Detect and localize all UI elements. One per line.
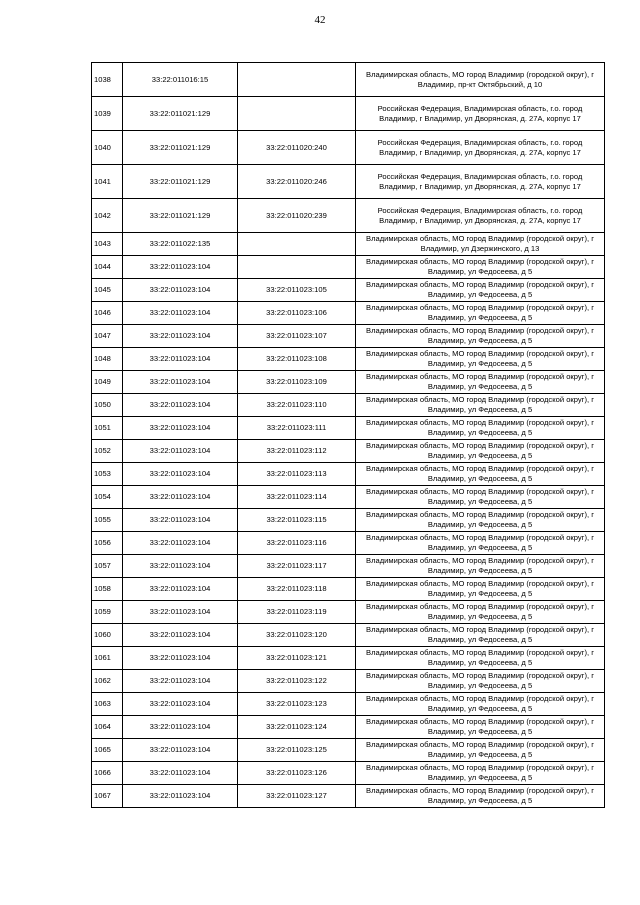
address-cell: Владимирская область, МО город Владимир (городской округ), г Владимир, ул Федосеева, д 5 [356,693,605,716]
object-number-cell: 33:22:011023:120 [238,624,356,647]
parcel-number-cell: 33:22:011022:135 [123,233,238,256]
address-cell: Владимирская область, МО город Владимир (городской округ), г Владимир, ул Федосеева, д 5 [356,486,605,509]
address-cell: Владимирская область, МО город Владимир (городской округ), г Владимир, ул Федосеева, д 5 [356,394,605,417]
parcel-number-cell: 33:22:011023:104 [123,739,238,762]
table-row [92,440,605,463]
row-number-cell: 1039 [92,97,123,131]
table-row [92,97,605,131]
table-row [92,785,605,808]
parcel-number-cell: 33:22:011023:104 [123,417,238,440]
object-number-cell: 33:22:011020:239 [238,199,356,233]
address-cell: Владимирская область, МО город Владимир (городской округ), г Владимир, ул Дзержинского, д 13 [356,233,605,256]
row-number-cell: 1038 [92,63,123,97]
address-cell: Владимирская область, МО город Владимир (городской округ), г Владимир, ул Федосеева, д 5 [356,716,605,739]
register-table [91,62,605,808]
row-number-cell: 1040 [92,131,123,165]
object-number-cell: 33:22:011023:109 [238,371,356,394]
table-row [92,647,605,670]
address-cell: Владимирская область, МО город Владимир (городской округ), г Владимир, ул Федосеева, д 5 [356,417,605,440]
object-number-cell: 33:22:011020:240 [238,131,356,165]
parcel-number-cell: 33:22:011016:15 [123,63,238,97]
row-number-cell: 1053 [92,463,123,486]
parcel-number-cell: 33:22:011021:129 [123,199,238,233]
parcel-number-cell: 33:22:011023:104 [123,716,238,739]
table-row [92,417,605,440]
object-number-cell: 33:22:011023:115 [238,509,356,532]
table-row [92,131,605,165]
row-number-cell: 1051 [92,417,123,440]
object-number-cell: 33:22:011023:107 [238,325,356,348]
row-number-cell: 1043 [92,233,123,256]
row-number-cell: 1059 [92,601,123,624]
table-row [92,601,605,624]
object-number-cell: 33:22:011023:118 [238,578,356,601]
table-row [92,371,605,394]
table-row [92,233,605,256]
row-number-cell: 1063 [92,693,123,716]
parcel-number-cell: 33:22:011023:104 [123,302,238,325]
object-number-cell: 33:22:011023:108 [238,348,356,371]
row-number-cell: 1064 [92,716,123,739]
parcel-number-cell: 33:22:011023:104 [123,256,238,279]
row-number-cell: 1045 [92,279,123,302]
parcel-number-cell: 33:22:011023:104 [123,486,238,509]
table-row [92,348,605,371]
parcel-number-cell: 33:22:011023:104 [123,463,238,486]
address-cell: Владимирская область, МО город Владимир (городской округ), г Владимир, ул Федосеева, д 5 [356,624,605,647]
row-number-cell: 1055 [92,509,123,532]
object-number-cell [238,97,356,131]
parcel-number-cell: 33:22:011021:129 [123,97,238,131]
object-number-cell: 33:22:011023:117 [238,555,356,578]
row-number-cell: 1066 [92,762,123,785]
object-number-cell: 33:22:011020:246 [238,165,356,199]
row-number-cell: 1044 [92,256,123,279]
parcel-number-cell: 33:22:011023:104 [123,440,238,463]
table-row [92,256,605,279]
row-number-cell: 1052 [92,440,123,463]
address-cell: Владимирская область, МО город Владимир (городской округ), г Владимир, ул Федосеева, д 5 [356,739,605,762]
object-number-cell: 33:22:011023:116 [238,532,356,555]
table-row [92,509,605,532]
table-row [92,279,605,302]
parcel-number-cell: 33:22:011023:104 [123,348,238,371]
table-row [92,716,605,739]
object-number-cell: 33:22:011023:105 [238,279,356,302]
parcel-number-cell: 33:22:011023:104 [123,394,238,417]
register-table-body [92,63,605,808]
row-number-cell: 1060 [92,624,123,647]
row-number-cell: 1067 [92,785,123,808]
row-number-cell: 1058 [92,578,123,601]
table-row [92,302,605,325]
address-cell: Владимирская область, МО город Владимир (городской округ), г Владимир, пр-кт Октябрьский, д 10 [356,63,605,97]
address-cell: Владимирская область, МО город Владимир (городской округ), г Владимир, ул Федосеева, д 5 [356,302,605,325]
object-number-cell: 33:22:011023:106 [238,302,356,325]
object-number-cell: 33:22:011023:125 [238,739,356,762]
parcel-number-cell: 33:22:011023:104 [123,670,238,693]
page-number: 42 [314,14,326,26]
row-number-cell: 1061 [92,647,123,670]
row-number-cell: 1047 [92,325,123,348]
address-cell: Владимирская область, МО город Владимир (городской округ), г Владимир, ул Федосеева, д 5 [356,762,605,785]
object-number-cell: 33:22:011023:121 [238,647,356,670]
table-row [92,325,605,348]
table-row [92,532,605,555]
parcel-number-cell: 33:22:011023:104 [123,325,238,348]
table-row [92,199,605,233]
parcel-number-cell: 33:22:011023:104 [123,279,238,302]
row-number-cell: 1049 [92,371,123,394]
row-number-cell: 1065 [92,739,123,762]
row-number-cell: 1050 [92,394,123,417]
address-cell: Владимирская область, МО город Владимир (городской округ), г Владимир, ул Федосеева, д 5 [356,601,605,624]
row-number-cell: 1041 [92,165,123,199]
parcel-number-cell: 33:22:011023:104 [123,624,238,647]
table-row [92,762,605,785]
parcel-number-cell: 33:22:011023:104 [123,693,238,716]
table-row [92,739,605,762]
object-number-cell: 33:22:011023:114 [238,486,356,509]
address-cell: Владимирская область, МО город Владимир (городской округ), г Владимир, ул Федосеева, д 5 [356,371,605,394]
object-number-cell: 33:22:011023:112 [238,440,356,463]
parcel-number-cell: 33:22:011021:129 [123,131,238,165]
row-number-cell: 1057 [92,555,123,578]
address-cell: Владимирская область, МО город Владимир (городской округ), г Владимир, ул Федосеева, д 5 [356,670,605,693]
address-cell: Российская Федерация, Владимирская область, г.о. город Владимир, г Владимир, ул Дворянская, д. 27А, корпус 17 [356,97,605,131]
address-cell: Российская Федерация, Владимирская область, г.о. город Владимир, г Владимир, ул Дворянская, д. 27А, корпус 17 [356,199,605,233]
table-row [92,394,605,417]
table-row [92,624,605,647]
object-number-cell: 33:22:011023:113 [238,463,356,486]
parcel-number-cell: 33:22:011023:104 [123,785,238,808]
object-number-cell: 33:22:011023:119 [238,601,356,624]
object-number-cell: 33:22:011023:126 [238,762,356,785]
address-cell: Владимирская область, МО город Владимир (городской округ), г Владимир, ул Федосеева, д 5 [356,325,605,348]
parcel-number-cell: 33:22:011023:104 [123,601,238,624]
parcel-number-cell: 33:22:011023:104 [123,532,238,555]
address-cell: Владимирская область, МО город Владимир (городской округ), г Владимир, ул Федосеева, д 5 [356,555,605,578]
parcel-number-cell: 33:22:011021:129 [123,165,238,199]
row-number-cell: 1046 [92,302,123,325]
table-row [92,165,605,199]
table-row [92,555,605,578]
address-cell: Владимирская область, МО город Владимир (городской округ), г Владимир, ул Федосеева, д 5 [356,578,605,601]
table-row [92,486,605,509]
address-cell: Владимирская область, МО город Владимир (городской округ), г Владимир, ул Федосеева, д 5 [356,785,605,808]
table-row [92,693,605,716]
table-row [92,463,605,486]
object-number-cell [238,63,356,97]
table-row [92,578,605,601]
object-number-cell: 33:22:011023:127 [238,785,356,808]
row-number-cell: 1042 [92,199,123,233]
parcel-number-cell: 33:22:011023:104 [123,647,238,670]
row-number-cell: 1062 [92,670,123,693]
object-number-cell: 33:22:011023:123 [238,693,356,716]
address-cell: Российская Федерация, Владимирская область, г.о. город Владимир, г Владимир, ул Дворянская, д. 27А, корпус 17 [356,131,605,165]
row-number-cell: 1054 [92,486,123,509]
address-cell: Владимирская область, МО город Владимир (городской округ), г Владимир, ул Федосеева, д 5 [356,256,605,279]
address-cell: Владимирская область, МО город Владимир (городской округ), г Владимир, ул Федосеева, д 5 [356,348,605,371]
parcel-number-cell: 33:22:011023:104 [123,578,238,601]
address-cell: Владимирская область, МО город Владимир (городской округ), г Владимир, ул Федосеева, д 5 [356,463,605,486]
address-cell: Владимирская область, МО город Владимир (городской округ), г Владимир, ул Федосеева, д 5 [356,440,605,463]
address-cell: Владимирская область, МО город Владимир (городской округ), г Владимир, ул Федосеева, д 5 [356,509,605,532]
parcel-number-cell: 33:22:011023:104 [123,555,238,578]
object-number-cell [238,233,356,256]
object-number-cell [238,256,356,279]
object-number-cell: 33:22:011023:124 [238,716,356,739]
row-number-cell: 1056 [92,532,123,555]
object-number-cell: 33:22:011023:122 [238,670,356,693]
parcel-number-cell: 33:22:011023:104 [123,762,238,785]
address-cell: Российская Федерация, Владимирская область, г.о. город Владимир, г Владимир, ул Дворянская, д. 27А, корпус 17 [356,165,605,199]
address-cell: Владимирская область, МО город Владимир (городской округ), г Владимир, ул Федосеева, д 5 [356,532,605,555]
address-cell: Владимирская область, МО город Владимир (городской округ), г Владимир, ул Федосеева, д 5 [356,279,605,302]
row-number-cell: 1048 [92,348,123,371]
object-number-cell: 33:22:011023:110 [238,394,356,417]
object-number-cell: 33:22:011023:111 [238,417,356,440]
table-row [92,63,605,97]
parcel-number-cell: 33:22:011023:104 [123,509,238,532]
parcel-number-cell: 33:22:011023:104 [123,371,238,394]
address-cell: Владимирская область, МО город Владимир (городской округ), г Владимир, ул Федосеева, д 5 [356,647,605,670]
table-row [92,670,605,693]
